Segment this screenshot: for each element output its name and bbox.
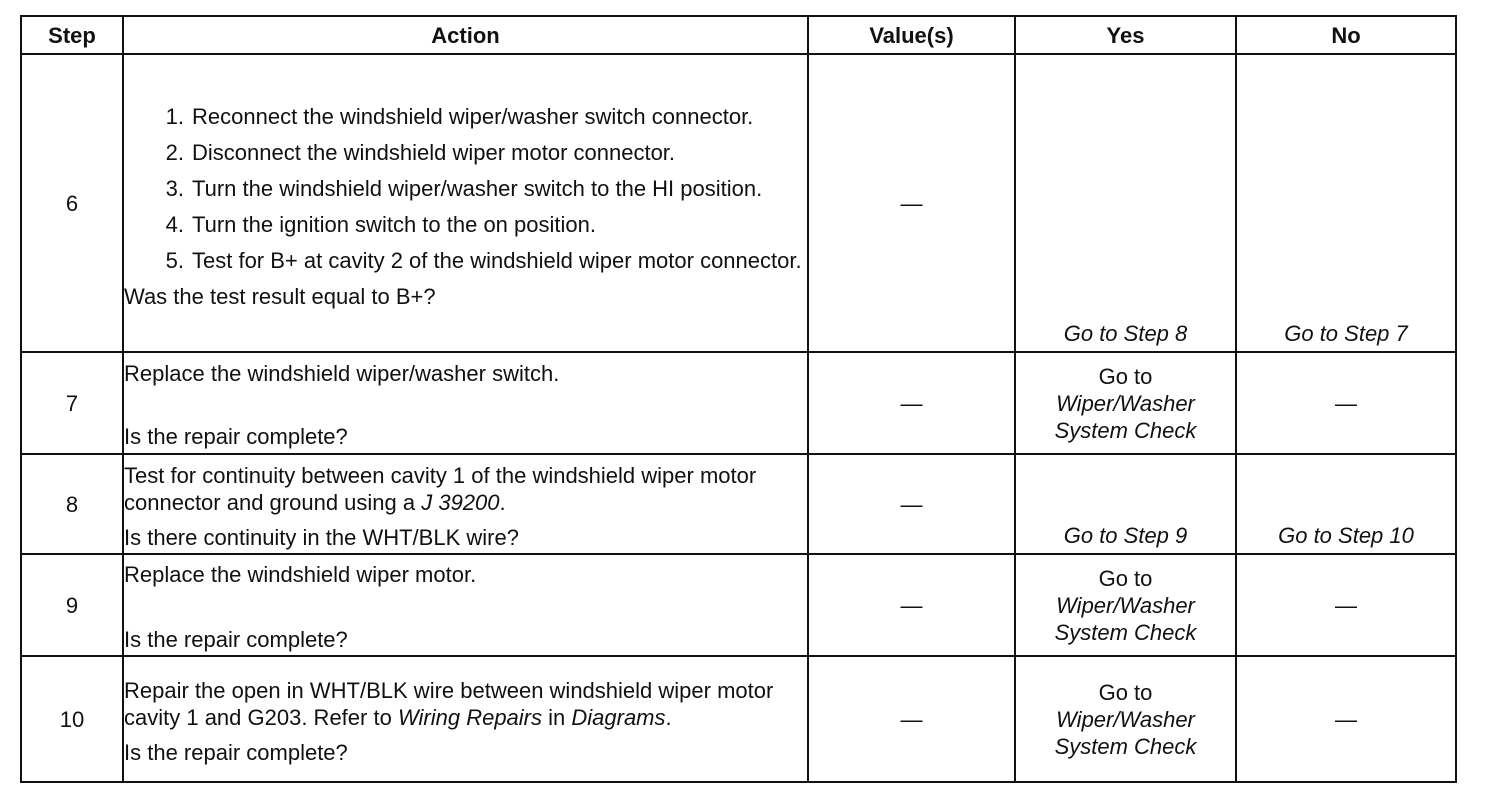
header-value: Value(s) <box>808 16 1015 54</box>
tool-reference: J 39200 <box>421 489 500 515</box>
header-action: Action <box>123 16 808 54</box>
list-item-text: Turn the windshield wiper/washer switch to the HI position. <box>192 175 763 201</box>
action-cell <box>123 54 808 352</box>
list-item <box>124 175 807 202</box>
list-item-number: 4. <box>165 211 184 237</box>
step-number: 9 <box>21 554 123 656</box>
yes-goto-reference: Wiper/Washer System Check <box>1054 390 1197 443</box>
no-result: — <box>1236 656 1456 782</box>
list-item <box>124 103 807 130</box>
list-item <box>124 139 807 166</box>
action-question: Is the repair complete? <box>124 627 348 652</box>
list-item-number: 3. <box>165 175 184 201</box>
action-cell <box>123 656 808 782</box>
action-text-end: . <box>499 489 506 515</box>
action-text-end: . <box>665 704 672 730</box>
yes-result <box>1015 352 1236 454</box>
table-row-step-9 <box>21 554 1456 656</box>
list-item-text: Test for B+ at cavity 2 of the windshield wiper motor connector. <box>192 247 802 273</box>
diagnostic-table <box>20 15 1457 783</box>
yes-result <box>1015 656 1236 782</box>
step-number: 7 <box>21 352 123 454</box>
list-item-text: Turn the ignition switch to the on position. <box>192 211 596 237</box>
action-question: Is the repair complete? <box>124 424 348 449</box>
action-text: Replace the windshield wiper/washer switch. <box>124 361 560 386</box>
action-wrap <box>124 360 807 450</box>
yes-goto-reference: Wiper/Washer System Check <box>1054 592 1197 645</box>
table-row-step-7 <box>21 352 1456 454</box>
value-cell: — <box>808 656 1015 782</box>
header-no: No <box>1236 16 1456 54</box>
list-item-number: 2. <box>165 139 184 165</box>
yes-goto-prefix: Go to <box>1098 363 1153 389</box>
action-wrap <box>124 561 807 653</box>
table-row-step-8 <box>21 454 1456 554</box>
wiring-repairs-reference: Wiring Repairs <box>397 704 543 730</box>
step-number: 10 <box>21 656 123 782</box>
list-item-number: 5. <box>165 247 184 273</box>
table-row-step-10 <box>21 656 1456 782</box>
yes-result <box>1015 554 1236 656</box>
value-cell: — <box>808 554 1015 656</box>
diagrams-reference: Diagrams <box>571 704 666 730</box>
header-row <box>21 16 1456 54</box>
action-text-start: Repair the open in WHT/BLK wire between windshield wiper motor cavity 1 and G203. Refer to <box>124 677 774 730</box>
no-result: Go to Step 7 <box>1236 54 1456 352</box>
header-step: Step <box>21 16 123 54</box>
action-cell <box>123 352 808 454</box>
yes-result: Go to Step 9 <box>1015 454 1236 554</box>
header-yes: Yes <box>1015 16 1236 54</box>
no-result: — <box>1236 554 1456 656</box>
yes-goto-prefix: Go to <box>1098 565 1153 591</box>
yes-result: Go to Step 8 <box>1015 54 1236 352</box>
step-number: 8 <box>21 454 123 554</box>
no-result: Go to Step 10 <box>1236 454 1456 554</box>
value-cell: — <box>808 54 1015 352</box>
step-number: 6 <box>21 54 123 352</box>
list-item-text: Disconnect the windshield wiper motor connector. <box>192 139 676 165</box>
no-result: — <box>1236 352 1456 454</box>
action-text: Replace the windshield wiper motor. <box>124 562 477 587</box>
action-question: Is there continuity in the WHT/BLK wire? <box>124 524 519 550</box>
table-row-step-6 <box>21 54 1456 352</box>
action-text <box>124 462 807 516</box>
action-question: Is the repair complete? <box>124 739 348 765</box>
action-steps-list <box>124 103 807 274</box>
action-text-middle: in <box>542 704 572 730</box>
value-cell: — <box>808 352 1015 454</box>
list-item <box>124 211 807 238</box>
action-cell <box>123 454 808 554</box>
action-question: Was the test result equal to B+? <box>124 283 436 309</box>
action-cell <box>123 554 808 656</box>
action-text <box>124 677 807 731</box>
list-item-text: Reconnect the windshield wiper/washer switch connector. <box>192 103 754 129</box>
value-cell: — <box>808 454 1015 554</box>
yes-goto-prefix: Go to <box>1098 679 1153 705</box>
list-item <box>124 247 807 274</box>
list-item-number: 1. <box>165 103 184 129</box>
yes-goto-reference: Wiper/Washer System Check <box>1054 706 1197 759</box>
action-text-start: Test for continuity between cavity 1 of the windshield wiper motor connector and ground using a <box>124 462 757 515</box>
